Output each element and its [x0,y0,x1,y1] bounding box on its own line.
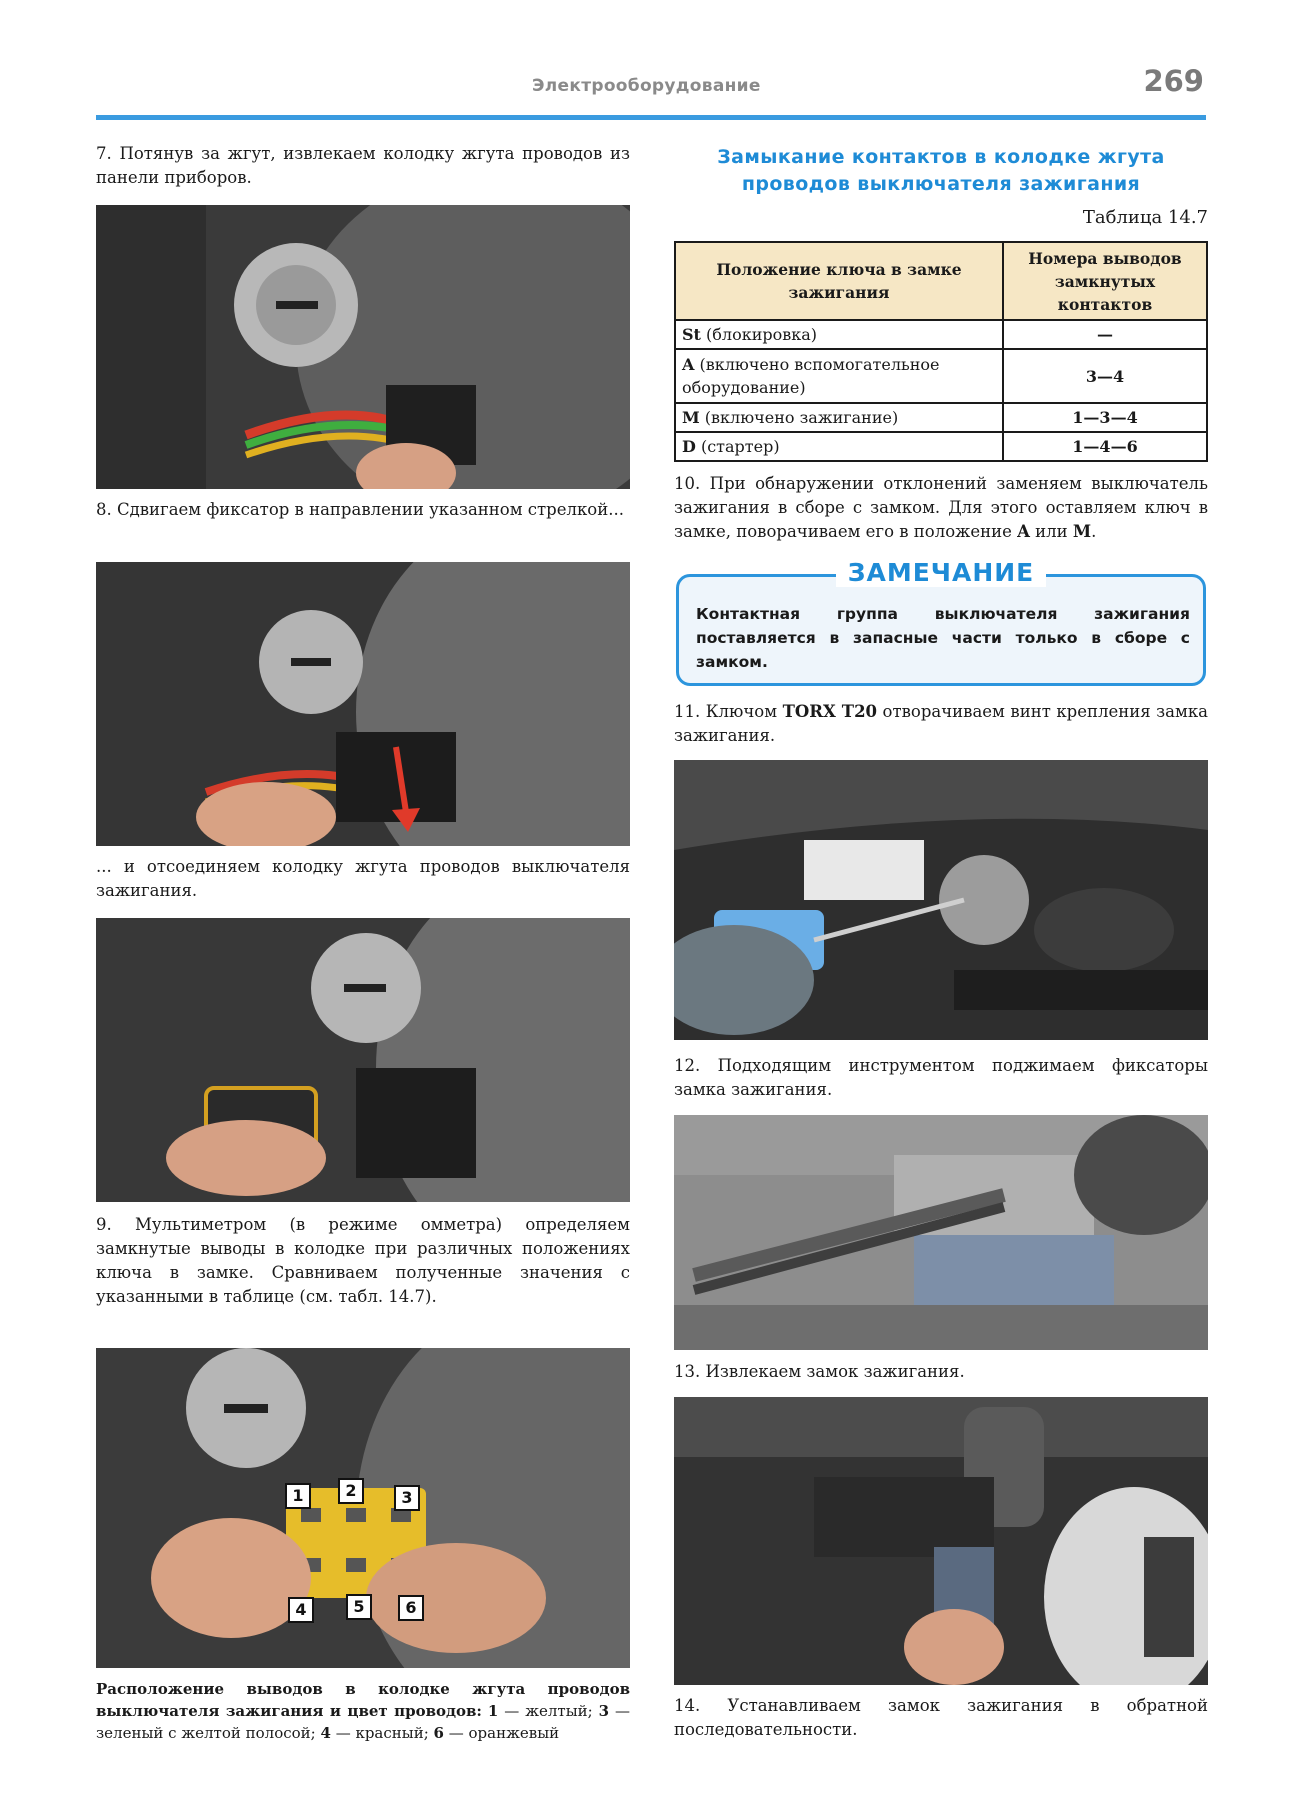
step-11-tool: TORX T20 [782,702,878,721]
step-10-or: или [1029,522,1073,541]
pin-label-4: 4 [288,1597,314,1623]
position-key: D [682,437,696,456]
position-key: St [682,325,701,344]
table-cell-position [675,349,1003,403]
page-number: 269 [1143,64,1204,98]
table-cell-position [675,432,1003,461]
table-row [675,320,1207,349]
running-header-section: Электрооборудование [532,76,761,96]
note-text: Контактная группа выключателя зажигания поставляется в запасные части только в сборе с замком. [696,605,1190,671]
table-title-line-1: Замыкание контактов в колодке жгута [717,146,1165,168]
position-desc: (включено вспомогательное оборудование) [682,355,940,397]
pin-label-1: 1 [285,1483,311,1509]
photo-step-8b [96,918,630,1202]
step-10-text [674,472,1208,544]
step-11-end: отворачиваем винт крепления замка зажигания. [674,702,1208,745]
step-12-text: 12. Подходящим инструментом поджимаем фиксаторы замка зажигания. [674,1056,1208,1099]
caption-pin-3: 3 [598,1702,610,1720]
table-row [675,349,1207,403]
table-section-title [674,144,1208,198]
note-title: ЗАМЕЧАНИЕ [836,558,1046,587]
step-14-text: 14. Устанавливаем замок зажигания в обратной последовательности. [674,1696,1208,1739]
caption-pin-3-color: — зеленый с желтой полосой; [96,1702,630,1742]
table-header-closed-pins: Номера выводов замкнутых контактов [1003,242,1207,320]
position-key: M [682,408,700,427]
step-10-end: . [1091,522,1097,541]
caption-pin-6-color: — оранжевый [443,1724,560,1742]
table-row [675,403,1207,432]
caption-lead: Расположение выводов в колодке жгута проводов выключателя зажигания и цвет проводов: [96,1680,630,1720]
step-10-pos-m: M [1072,522,1092,541]
step-8-text: 8. Сдвигаем фиксатор в направлении указанном стрелкой... [96,500,624,519]
pin-label-2: 2 [338,1478,364,1504]
table-cell-pins: 1—4—6 [1003,432,1207,461]
step-10-lead: 10. При обнаружении отклонений заменяем выключатель зажигания в сборе с замком. Для этого оставляем ключ в замке, поворачиваем его в положение [674,474,1208,541]
caption-pin-6: 6 [433,1724,444,1742]
header-divider [96,115,1206,120]
step-8b-text: ... и отсоединяем колодку жгута проводов выключателя зажигания. [96,857,630,900]
pin-label-5: 5 [346,1594,372,1620]
step-13-text: 13. Извлекаем замок зажигания. [674,1362,965,1381]
position-desc: (включено зажигание) [699,408,899,427]
caption-pin-1-color: — желтый; [498,1702,599,1720]
ignition-contacts-table [674,241,1208,462]
table-cell-position [675,403,1003,432]
step-10-pos-a: A [1017,522,1030,541]
pin-label-6: 6 [398,1595,424,1621]
table-number: Таблица 14.7 [1082,207,1208,228]
table-row [675,432,1207,461]
position-key: A [682,355,695,374]
table-header-key-position: Положение ключа в замке зажигания [675,242,1003,320]
caption-pin-4: 4 [320,1724,331,1742]
table-cell-position [675,320,1003,349]
photo-step-7 [96,205,630,489]
table-cell-pins: 1—3—4 [1003,403,1207,432]
photo-step-12 [674,1115,1208,1350]
photo-step-8 [96,562,630,846]
table-cell-pins: — [1003,320,1207,349]
photo-step-11 [674,760,1208,1040]
caption-pin-1: 1 [487,1702,499,1720]
pinout-caption [96,1678,630,1744]
pin-label-3: 3 [394,1485,420,1511]
step-11-text [674,700,1208,748]
table-cell-pins: 3—4 [1003,349,1207,403]
table-title-line-2: проводов выключателя зажигания [741,173,1141,195]
position-desc: (блокировка) [700,325,818,344]
step-11-lead: 11. Ключом [674,702,783,721]
step-7-text: 7. Потянув за жгут, извлекаем колодку жгута проводов из панели приборов. [96,144,630,187]
photo-connector-pinout [96,1348,630,1668]
photo-step-13 [674,1397,1208,1685]
step-9-text: 9. Мультиметром (в режиме омметра) определяем замкнутые выводы в колодке при различных положениях ключа в замке. Сравниваем полученные значения с указанными в таблице (см. табл. 14.7). [96,1215,630,1306]
caption-pin-4-color: — красный; [330,1724,434,1742]
position-desc: (стартер) [695,437,780,456]
